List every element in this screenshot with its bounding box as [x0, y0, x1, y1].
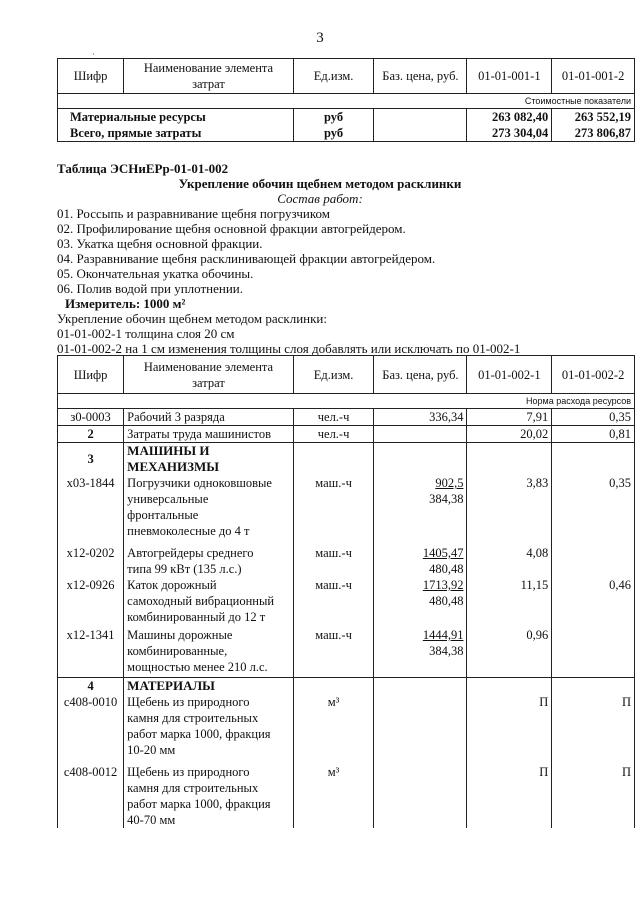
row-code: 2: [58, 426, 124, 443]
composition-title: Состав работ:: [277, 191, 363, 206]
row-unit: чел.-ч: [293, 409, 374, 426]
description-line: Укрепление обочин щебнем методом расклинки:: [57, 311, 327, 326]
table-row: [58, 625, 635, 678]
group-code: 3: [58, 443, 124, 476]
row-name: Материальные ресурсы: [58, 109, 294, 126]
group-title: МЕХАНИЗМЫ: [127, 459, 220, 474]
table-row: [58, 426, 635, 443]
work-step: 05. Окончательная укатка обочины.: [57, 266, 254, 281]
row-name: фронтальные: [127, 508, 199, 522]
header-name: Наименование элемента затрат: [124, 356, 294, 394]
row-unit: маш.-ч: [293, 539, 374, 577]
row-price-top: 1405,47: [422, 546, 464, 560]
table-row: [58, 475, 635, 539]
row-value2: 0,46: [552, 577, 635, 625]
section-title: Укрепление обочин щебнем методом расклинки: [178, 176, 462, 191]
table-row: [58, 109, 635, 126]
group-title: МАТЕРИАЛЫ: [124, 678, 294, 695]
scan-mark: ·: [92, 50, 95, 59]
row-value2: П: [552, 694, 635, 758]
header-name: Наименование элемента затрат: [124, 59, 294, 94]
row-unit: м³: [293, 694, 374, 758]
table1-subheader: Стоимостные показатели: [58, 94, 635, 109]
header-code: Шифр: [58, 59, 124, 94]
table-row: [58, 694, 635, 758]
row-name: работ марка 1000, фракция: [127, 727, 271, 741]
row-unit: руб: [293, 125, 374, 142]
row-name: работ марка 1000, фракция: [127, 797, 271, 811]
cost-indicators-table: [57, 58, 635, 142]
description-line: 01-01-002-1 толщина слоя 20 см: [57, 326, 235, 341]
header-code: Шифр: [58, 356, 124, 394]
row-value1: 273 304,04: [467, 125, 552, 142]
row-name: универсальные: [127, 492, 209, 506]
row-name: комбинированные,: [127, 644, 228, 658]
row-value2: 263 552,19: [552, 109, 635, 126]
row-name: пневмоколесные до 4 т: [127, 524, 250, 538]
table-row: [58, 125, 635, 142]
header-col2: 01-01-002-2: [552, 356, 635, 394]
group-code: 4: [58, 678, 124, 695]
row-value1: 0,96: [467, 625, 552, 678]
row-price-bottom: 480,48: [429, 562, 464, 576]
row-code: х03-1844: [58, 475, 124, 539]
table-row: [58, 443, 635, 476]
row-value2: 0,35: [552, 475, 635, 539]
row-price: 336,34: [374, 409, 467, 426]
resource-norms-table: [57, 355, 635, 828]
page-number: 3: [316, 30, 324, 46]
row-code: х12-1341: [58, 625, 124, 678]
row-code: с408-0010: [58, 694, 124, 758]
work-step: 01. Россыпь и разравнивание щебня погрузчиком: [57, 206, 330, 221]
header-unit: Ед.изм.: [293, 59, 374, 94]
row-value1: П: [467, 758, 552, 828]
row-value2: П: [552, 758, 635, 828]
row-value1: 20,02: [467, 426, 552, 443]
table-title: Таблица ЭСНиЕРр-01-01-002: [57, 161, 229, 176]
row-name: камня для строительных: [127, 711, 259, 725]
row-name: камня для строительных: [127, 781, 259, 795]
row-code: х12-0202: [58, 539, 124, 577]
table-row: [58, 409, 635, 426]
row-price-top: 1444,91: [422, 628, 464, 642]
table-row: [58, 678, 635, 695]
work-step: 06. Полив водой при уплотнении.: [57, 281, 244, 296]
group-title: МАШИНЫ И: [127, 443, 210, 458]
row-name: самоходный вибрационный: [127, 594, 275, 608]
row-price-bottom: 384,38: [429, 492, 464, 506]
row-name: Щебень из природного: [127, 695, 250, 709]
table-row: [58, 539, 635, 577]
header-col1: 01-01-002-1: [467, 356, 552, 394]
row-value2: 273 806,87: [552, 125, 635, 142]
row-unit: маш.-ч: [293, 577, 374, 625]
table-row: [58, 758, 635, 828]
table-row: [58, 577, 635, 625]
row-value2: 0,35: [552, 409, 635, 426]
header-col1: 01-01-001-1: [467, 59, 552, 94]
work-step: 03. Укатка щебня основной фракции.: [57, 236, 263, 251]
row-name: комбинированный до 12 т: [127, 610, 266, 624]
row-code: з0-0003: [58, 409, 124, 426]
row-price-bottom: 384,38: [429, 644, 464, 658]
row-unit: чел.-ч: [293, 426, 374, 443]
row-name: Автогрейдеры среднего: [127, 546, 254, 560]
row-name: Каток дорожный: [127, 578, 217, 592]
row-name: мощностью менее 210 л.с.: [127, 660, 268, 674]
row-name: Щебень из природного: [127, 765, 250, 779]
row-name: Рабочий 3 разряда: [124, 409, 294, 426]
row-unit: маш.-ч: [293, 625, 374, 678]
row-value1: 263 082,40: [467, 109, 552, 126]
row-price-top: 902,5: [435, 476, 464, 490]
row-value1: П: [467, 694, 552, 758]
row-value1: 4,08: [467, 539, 552, 577]
header-base-price: Баз. цена, руб.: [374, 59, 467, 94]
table2-subheader: Норма расхода ресурсов: [58, 394, 635, 409]
row-unit: м³: [293, 758, 374, 828]
row-name: 40-70 мм: [127, 813, 176, 827]
row-name: Затраты труда машинистов: [124, 426, 294, 443]
meter: Измеритель: 1000 м²: [65, 296, 186, 311]
description-line: 01-01-002-2 на 1 см изменения толщины слоя добавлять или исключать по 01-002-1: [57, 341, 521, 356]
row-name: типа 99 кВт (135 л.с.): [127, 562, 242, 576]
row-code: с408-0012: [58, 758, 124, 828]
row-name: Всего, прямые затраты: [58, 125, 294, 142]
row-unit: маш.-ч: [293, 475, 374, 539]
row-unit: руб: [293, 109, 374, 126]
row-value1: 3,83: [467, 475, 552, 539]
header-base-price: Баз. цена, руб.: [374, 356, 467, 394]
row-name: 10-20 мм: [127, 743, 176, 757]
work-step: 02. Профилирование щебня основной фракции автогрейдером.: [57, 221, 406, 236]
row-code: х12-0926: [58, 577, 124, 625]
header-unit: Ед.изм.: [293, 356, 374, 394]
row-name: Погрузчики одноковшовые: [127, 476, 272, 490]
row-name: Машины дорожные: [127, 628, 233, 642]
row-value2: 0,81: [552, 426, 635, 443]
header-col2: 01-01-001-2: [552, 59, 635, 94]
row-value1: 11,15: [467, 577, 552, 625]
row-price-top: 1713,92: [422, 578, 464, 592]
row-price-bottom: 480,48: [429, 594, 464, 608]
work-step: 04. Разравнивание щебня расклинивающей фракции автогрейдером.: [57, 251, 436, 266]
row-value1: 7,91: [467, 409, 552, 426]
